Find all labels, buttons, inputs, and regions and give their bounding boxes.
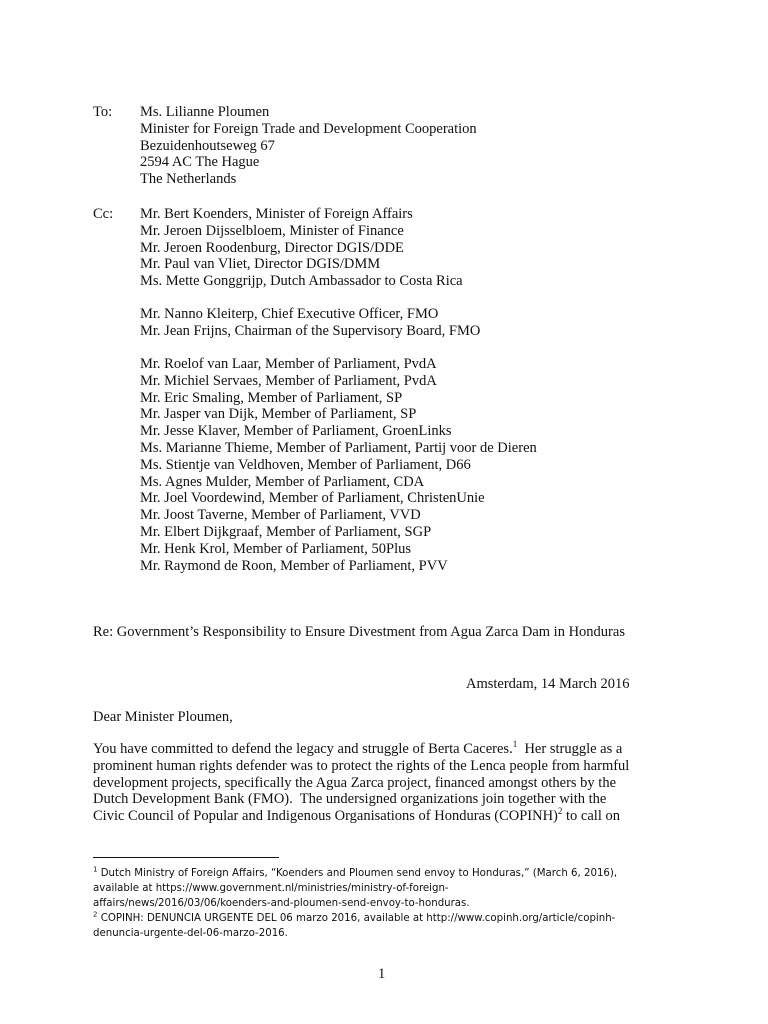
body-line: prominent human rights defender was to protect the rights of the Lenca people from harmful [93, 757, 630, 774]
footnote-mark: 1 [93, 865, 98, 874]
footnote-text: Dutch Ministry of Foreign Affairs, “Koenders and Ploumen send envoy to Honduras,” (March 6, 2016), [97, 868, 618, 879]
cc-recipient: Mr. Nanno Kleiterp, Chief Executive Officer, FMO [140, 306, 439, 322]
footnote-2 [93, 911, 693, 941]
footnote-ref-2[interactable]: 2 [557, 806, 563, 817]
cc-group-parliament [140, 356, 537, 574]
body-text: You have committed to defend the legacy and struggle of Berta Caceres. [93, 741, 513, 757]
footnote-text[interactable]: affairs/news/2016/03/06/koenders-and-ploumen-send-envoy-to-honduras. [93, 898, 470, 909]
cc-recipient: Mr. Paul van Vliet, Director DGIS/DMM [140, 256, 381, 273]
cc-recipient: Mr. Bert Koenders, Minister of Foreign Affairs [140, 206, 413, 222]
cc-recipient: Mr. Jasper van Dijk, Member of Parliament, SP [140, 406, 417, 423]
body-paragraph [93, 741, 693, 825]
address-line: 2594 AC The Hague [140, 154, 260, 171]
address-line: Bezuidenhoutseweg 67 [140, 137, 275, 154]
cc-recipient: Mr. Henk Krol, Member of Parliament, 50Plus [140, 540, 412, 557]
body-text: Her struggle as a [517, 741, 623, 757]
page-number: 1 [378, 966, 386, 982]
cc-recipient: Ms. Marianne Thieme, Member of Parliament, Partij voor de Dieren [140, 439, 537, 456]
address-line: Minister for Foreign Trade and Development Cooperation [140, 120, 477, 137]
body-line: development projects, specifically the Agua Zarca project, financed amongst others by the [93, 774, 617, 791]
footnote-text[interactable]: COPINH: DENUNCIA URGENTE DEL 06 marzo 2016, available at http://www.copinh.org/article/copinh- [97, 913, 616, 924]
body-line [93, 741, 693, 758]
footnotes [93, 866, 693, 941]
cc-recipient: Mr. Michiel Servaes, Member of Parliament, PvdA [140, 372, 437, 389]
salutation: Dear Minister Ploumen, [93, 709, 233, 725]
body-line [93, 808, 693, 825]
cc-label: Cc: [93, 206, 114, 222]
address-line: The Netherlands [140, 171, 237, 188]
cc-recipient: Mr. Jeroen Dijsselbloem, Minister of Finance [140, 222, 404, 239]
footnote-separator [93, 857, 279, 858]
cc-recipient: Ms. Mette Gonggrijp, Dutch Ambassador to Costa Rica [140, 273, 463, 290]
cc-recipient: Mr. Eric Smaling, Member of Parliament, SP [140, 389, 403, 406]
cc-recipient: Ms. Agnes Mulder, Member of Parliament, CDA [140, 473, 425, 490]
body-line: Dutch Development Bank (FMO). The undersigned organizations join together with the [93, 791, 607, 808]
cc-recipient: Ms. Stientje van Veldhoven, Member of Parliament, D66 [140, 456, 471, 473]
cc-recipient: Mr. Joost Taverne, Member of Parliament, VVD [140, 507, 421, 524]
footnote-text[interactable]: available at https://www.government.nl/ministries/ministry-of-foreign- [93, 883, 449, 894]
cc-recipient: Mr. Jesse Klaver, Member of Parliament, GroenLinks [140, 423, 452, 440]
address-line: Ms. Lilianne Ploumen [140, 104, 270, 120]
cc-recipient: Mr. Roelof van Laar, Member of Parliament, PvdA [140, 356, 437, 372]
cc-recipient: Mr. Raymond de Roon, Member of Parliament, PVV [140, 557, 448, 574]
recipient-address [140, 104, 477, 188]
footnote-ref-1[interactable]: 1 [512, 739, 518, 750]
cc-recipient: Mr. Joel Voordewind, Member of Parliament, ChristenUnie [140, 490, 485, 507]
to-label: To: [93, 104, 113, 120]
cc-recipient: Mr. Elbert Dijkgraaf, Member of Parliament, SGP [140, 523, 432, 540]
body-text: Civic Council of Popular and Indigenous Organisations of Honduras (COPINH) [93, 808, 558, 825]
subject-line: Re: Government’s Responsibility to Ensure Divestment from Agua Zarca Dam in Honduras [93, 624, 625, 640]
cc-group-ministers [140, 206, 463, 290]
footnote-1 [93, 866, 693, 911]
body-text: to call on [562, 808, 620, 825]
footnote-mark: 2 [93, 910, 98, 919]
date-line: Amsterdam, 14 March 2016 [466, 676, 630, 692]
footnote-text[interactable]: denuncia-urgente-del-06-marzo-2016. [93, 928, 288, 939]
cc-recipient: Mr. Jean Frijns, Chairman of the Supervisory Board, FMO [140, 322, 481, 339]
cc-recipient: Mr. Jeroen Roodenburg, Director DGIS/DDE [140, 239, 404, 256]
cc-group-fmo [140, 306, 480, 340]
